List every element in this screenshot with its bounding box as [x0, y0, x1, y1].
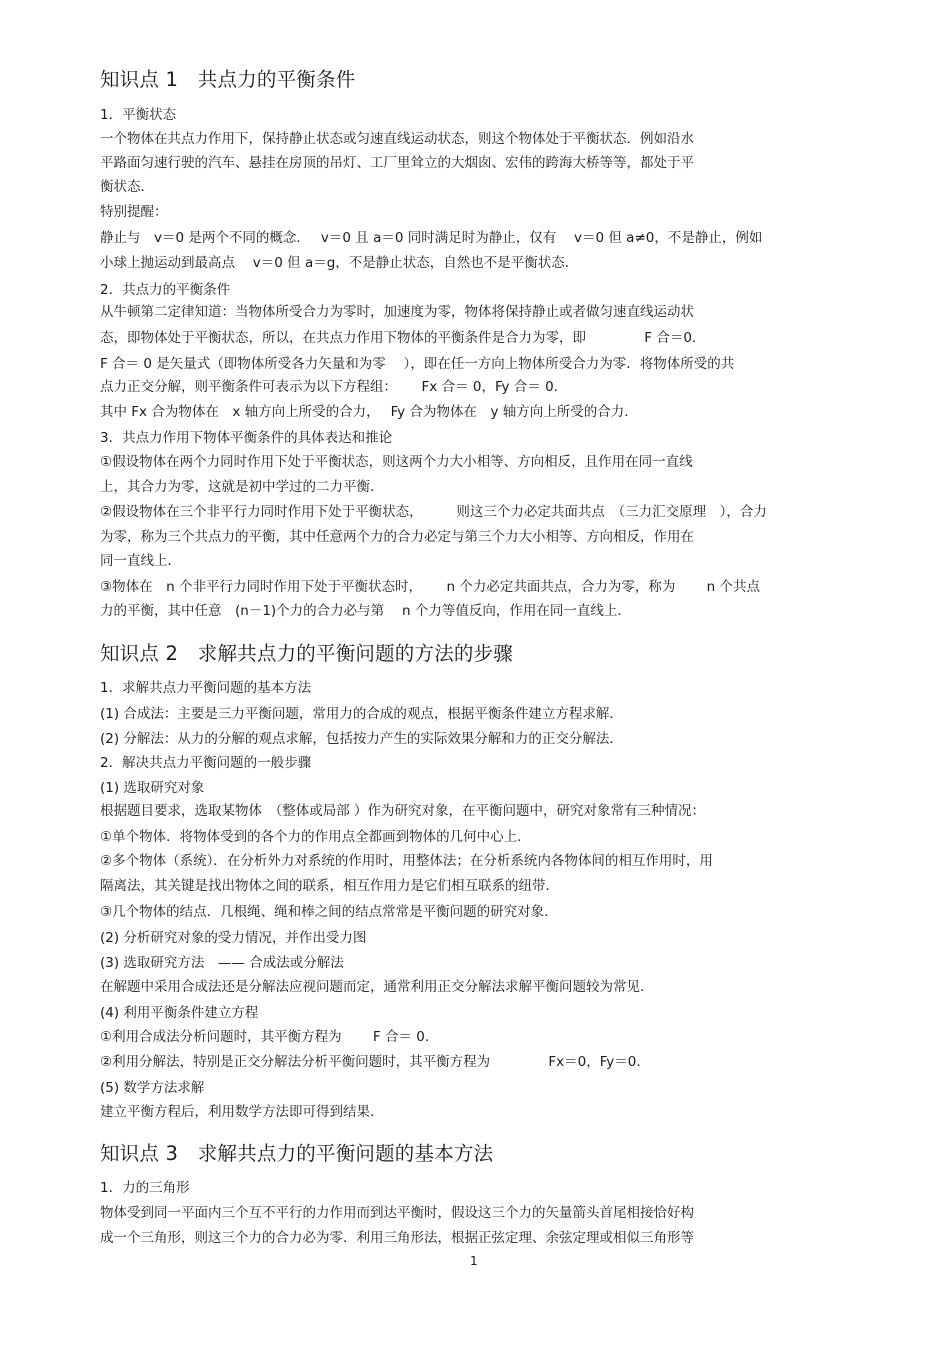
s2-line-10: ③几个物体的结点．几根绳、绳和棒之间的结点常常是平衡问题的研究对象． — [100, 904, 558, 920]
s1-line-11: F 合＝ 0 是矢量式（即物体所受各力矢量和为零 ），即在任一方向上物体所受合力为零．将物体所受的共 — [100, 356, 735, 372]
s2-line-6: 根据题目要求，选取某物体 （整体或局部 ）作为研究对象，在平衡问题中，研究对象常有三种情况： — [100, 803, 706, 819]
s1-line-2: 一个物体在共点力作用下，保持静止状态或匀速直线运动状态，则这个物体处于平衡状态．例如沿水 — [100, 131, 694, 147]
s1-line-16: 上，其合力为零，这就是初中学过的二力平衡． — [100, 479, 384, 495]
s2-line-16: ②利用分解法，特别是正交分解法分析平衡问题时，其平衡方程为 Fx＝0，Fy＝0. — [100, 1054, 641, 1070]
s1-line-20: ③物体在 n 个非平行力同时作用下处于平衡状态时， n 个力必定共面共点，合力为零，称为 n 个共点 — [100, 579, 760, 595]
s1-line-1: 1．平衡状态 — [100, 107, 177, 123]
section-1-title: 知识点 1 共点力的平衡条件 — [100, 68, 356, 91]
s2-line-9: 隔离法，其关键是找出物体之间的联系，相互作用力是它们相互联系的纽带． — [100, 878, 559, 894]
s1-line-8: 2．共点力的平衡条件 — [100, 282, 231, 298]
s1-line-5: 特别提醒： — [100, 204, 168, 220]
s1-line-6: 静止与 v＝0 是两个不同的概念． v＝0 且 a＝0 同时满足时为静止，仅有 v＝0 但 a≠0，不是静止，例如 — [100, 230, 763, 246]
page-number: 1 — [470, 1254, 478, 1268]
s2-line-11: (2) 分析研究对象的受力情况，并作出受力图 — [100, 930, 367, 946]
s1-line-13: 其中 Fx 合为物体在 x 轴方向上所受的合力， Fy 合为物体在 y 轴方向上所受的合力． — [100, 404, 638, 420]
s1-line-12: 点力正交分解，则平衡条件可表示为以下方程组： Fx 合＝ 0，Fy 合＝ 0. — [100, 379, 558, 395]
section-3-title: 知识点 3 求解共点力的平衡问题的基本方法 — [100, 1142, 494, 1165]
s2-line-4: 2．解决共点力平衡问题的一般步骤 — [100, 755, 312, 771]
s1-line-19: 同一直线上． — [100, 553, 181, 569]
s2-line-12: (3) 选取研究方法 —— 合成法或分解法 — [100, 955, 344, 971]
s2-line-3: (2) 分解法：从力的分解的观点求解，包括按力产生的实际效果分解和力的正交分解法． — [100, 731, 623, 747]
s1-line-4: 衡状态． — [100, 179, 154, 195]
s2-line-8: ②多个物体（系统）．在分析外力对系统的作用时，用整体法；在分析系统内各物体间的相互作用时，用 — [100, 853, 713, 869]
s3-line-1: 1．力的三角形 — [100, 1180, 190, 1196]
s2-line-7: ①单个物体．将物体受到的各个力的作用点全都画到物体的几何中心上． — [100, 829, 531, 845]
s3-line-2: 物体受到同一平面内三个互不平行的力作用而到达平衡时，假设这三个力的矢量箭头首尾相接恰好构 — [100, 1205, 694, 1221]
s1-line-17: ②假设物体在三个非平行力同时作用下处于平衡状态， 则这三个力必定共面共点 （三力汇交原理 ），合力 — [100, 504, 767, 520]
s2-line-17: (5) 数学方法求解 — [100, 1080, 205, 1096]
s1-line-14: 3．共点力作用下物体平衡条件的具体表达和推论 — [100, 430, 393, 446]
s1-line-18: 为零，称为三个共点力的平衡，其中任意两个力的合力必定与第三个力大小相等、方向相反，作用在 — [100, 529, 694, 545]
s1-line-15: ①假设物体在两个力同时作用下处于平衡状态，则这两个力大小相等、方向相反，且作用在同一直线 — [100, 454, 693, 470]
s2-line-2: (1) 合成法：主要是三力平衡问题，常用力的合成的观点，根据平衡条件建立方程求解． — [100, 706, 623, 722]
s1-line-21: 力的平衡，其中任意 (n－1)个力的合力必与第 n 个力等值反向，作用在同一直线上． — [100, 603, 631, 619]
section-2-title: 知识点 2 求解共点力的平衡问题的方法的步骤 — [100, 642, 514, 665]
s2-line-14: (4) 利用平衡条件建立方程 — [100, 1005, 259, 1021]
s1-line-9: 从牛顿第二定律知道：当物体所受合力为零时，加速度为零，物体将保持静止或者做匀速直线运动状 — [100, 304, 694, 320]
s2-line-18: 建立平衡方程后，利用数学方法即可得到结果． — [100, 1104, 384, 1120]
s2-line-5: (1) 选取研究对象 — [100, 780, 205, 796]
s2-line-13: 在解题中采用合成法还是分解法应视问题而定，通常利用正交分解法求解平衡问题较为常见． — [100, 979, 654, 995]
s3-line-3: 成一个三角形，则这三个力的合力必为零．利用三角形法，根据正弦定理、余弦定理或相似三角形等 — [100, 1230, 694, 1246]
s2-line-15: ①利用合成法分析问题时，其平衡方程为 F 合＝ 0. — [100, 1029, 430, 1045]
s1-line-7: 小球上抛运动到最高点 v＝0 但 a＝g，不是静止状态，自然也不是平衡状态． — [100, 255, 579, 271]
s1-line-10: 态，即物体处于平衡状态，所以，在共点力作用下物体的平衡条件是合力为零，即 F 合＝0. — [100, 330, 697, 346]
s1-line-3: 平路面匀速行驶的汽车、悬挂在房顶的吊灯、工厂里耸立的大烟囱、宏伟的跨海大桥等等，都处于平 — [100, 155, 694, 171]
s2-line-1: 1．求解共点力平衡问题的基本方法 — [100, 680, 312, 696]
